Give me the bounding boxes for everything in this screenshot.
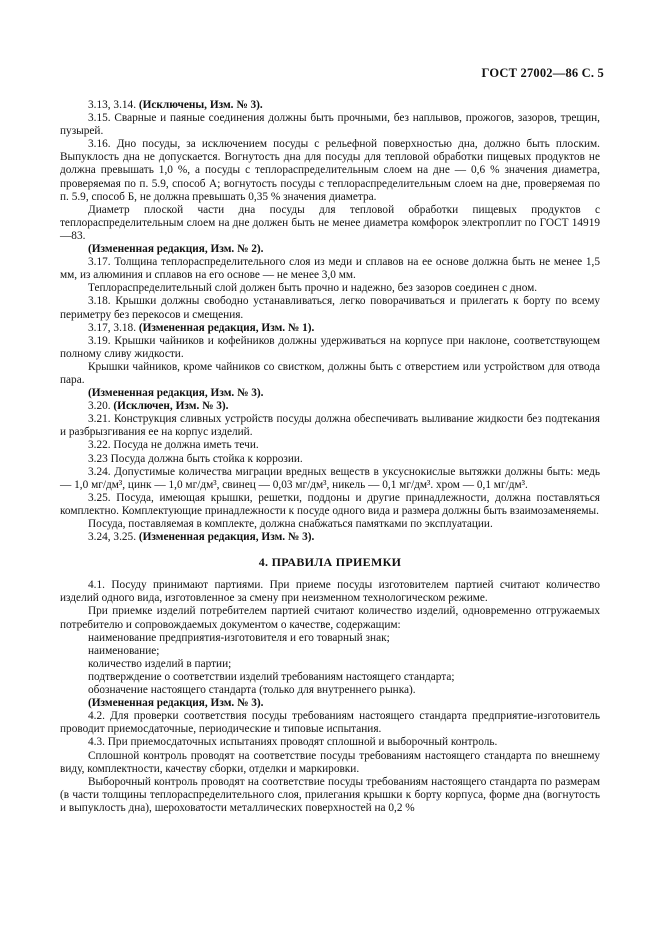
clause-number: 3.17, 3.18. xyxy=(88,321,137,334)
section-3-requirements xyxy=(60,99,600,544)
paragraph: Диаметр плоской части дна посуды для тепловой обработки пищевых продуктов с теплораспределительным слоем на дне должен быть не менее диаметра комфорок электроплит по ГОСТ 14919—83. xyxy=(60,203,600,242)
paragraph: Крышки чайников, кроме чайников со свистком, должны быть с отверстием или устройством для отвода пара. xyxy=(60,360,600,386)
paragraph: 3.23 Посуда должна быть стойка к коррозии. xyxy=(88,452,303,465)
paragraph: обозначение настоящего стандарта (только для внутреннего рынка). xyxy=(88,684,416,697)
amendment-note: (Измененная редакция, Изм. № 3). xyxy=(138,531,315,544)
paragraph xyxy=(60,400,600,413)
paragraph: 3.17. Толщина теплораспределительного слоя из меди и сплавов на ее основе должна быть не менее 1,5 мм, из алюминия и сплавов на его основе — не менее 3,0 мм. xyxy=(60,256,600,282)
amendment-note: (Измененная редакция, Изм. № 3). xyxy=(88,697,264,710)
paragraph: 4.3. При приемосдаточных испытаниях проводят сплошной и выборочный контроль. xyxy=(88,736,498,749)
amendment-note: (Исключены, Изм. № 3). xyxy=(138,99,263,111)
paragraph: 3.16. Дно посуды, за исключением посуды с рельефной поверхностью дна, должно быть плоским. Выпуклость дна не допускается. Вогнутость дна для посуды для тепловой обработки пищевых продуктов не должна превышать 1,0 %, а посуды с теплораспределительным слоем на дне — 0,6 % значения диаметра, проверяемая по п. 5.9, способ А; вогнутость посуды с теплораспределительным слоем на дне, проверяемая по п. 5.9, способ Б, не должна превышать 0,35 % значения диаметра. xyxy=(60,138,600,203)
section-4-acceptance xyxy=(60,579,600,815)
paragraph: Посуда, поставляемая в комплекте, должна снабжаться памятками по эксплуатации. xyxy=(88,518,493,530)
clause-number: 3.13, 3.14. xyxy=(88,99,137,111)
paragraph xyxy=(60,531,600,544)
paragraph: Теплораспределительный слой должен быть прочно и надежно, без зазоров соединен с дном. xyxy=(88,282,538,295)
section-title: 4. ПРАВИЛА ПРИЕМКИ xyxy=(258,555,402,570)
paragraph: 4.2. Для проверки соответствия посуды требованиям настоящего стандарта предприятие-изготовитель проводит приемосдаточные, периодические и типовые испытания. xyxy=(60,710,600,736)
paragraph: Выборочный контроль проводят на соответствие посуды требованиям настоящего стандарта по размерам (в части толщины теплораспределительного слоя, прилегания крышки к борту корпуса, форме дна (вогнутость и выпуклость дна), шероховатости металлических поверхностей на 0,2 % xyxy=(60,775,600,814)
document-body xyxy=(60,99,600,815)
paragraph: 3.25. Посуда, имеющая крышки, решетки, поддоны и другие принадлежности, должна поставляться комплектно. Комплектующие принадлежности к посуде одного вида и размера должны быть взаимозаменяемы. xyxy=(60,491,600,517)
paragraph: 3.19. Крышки чайников и кофейников должны удерживаться на корпусе при наклоне, соответствующем полному сливу жидкости. xyxy=(60,334,600,360)
paragraph: 3.21. Конструкция сливных устройств посуды должна обеспечивать выливание жидкости без подтекания и разбрызгивания ее на корпус изделий. xyxy=(60,413,600,439)
amendment-note: (Измененная редакция, Изм. № 2). xyxy=(88,243,264,256)
clause-number: 3.20. xyxy=(88,400,111,413)
paragraph: 3.18. Крышки должны свободно устанавливаться, легко поворачиваться и прилегать к борту по всему периметру без перекосов и смещения. xyxy=(60,295,600,321)
page-header: ГОСТ 27002—86 С. 5 xyxy=(481,66,604,80)
paragraph xyxy=(60,387,600,400)
paragraph: 3.15. Сварные и паяные соединения должны быть прочными, без наплывов, прожогов, зазоров, трещин, пузырей. xyxy=(60,112,600,138)
paragraph xyxy=(60,697,600,710)
paragraph xyxy=(60,322,600,335)
paragraph: 4.1. Посуду принимают партиями. При приеме посуды изготовителем партией считают количество изделий одного вида, изготовленное за смену при неизменном технологическом режиме. xyxy=(60,579,600,605)
paragraph: При приемке изделий потребителем партией считают количество изделий, одновременно отгружаемых потребителю и сопровождаемых документом о качестве, содержащим: xyxy=(60,605,600,631)
paragraph: количество изделий в партии; xyxy=(88,657,232,670)
amendment-note: (Исключен, Изм. № 3). xyxy=(113,400,229,413)
paragraph: 3.24. Допустимые количества миграции вредных веществ в уксуснокислые вытяжки должны быть: медь — 1,0 мг/дм³, цинк — 1,0 мг/дм³, свинец — 0,03 мг/дм³, никель — 0,1 мг/дм³. хром — 0,1 мг/дм³. xyxy=(60,465,600,491)
amendment-note: (Измененная редакция, Изм. № 1). xyxy=(138,321,315,334)
paragraph xyxy=(60,243,600,256)
paragraph xyxy=(60,99,600,112)
paragraph: 3.22. Посуда не должна иметь течи. xyxy=(88,439,259,452)
paragraph: Сплошной контроль проводят на соответствие посуды требованиям настоящего стандарта по внешнему виду, комплектности, качеству сборки, отделки и маркировки. xyxy=(60,749,600,775)
paragraph: наименование; xyxy=(88,644,160,657)
paragraph: наименование предприятия-изготовителя и его товарный знак; xyxy=(88,631,390,644)
clause-number: 3.24, 3.25. xyxy=(88,531,137,544)
paragraph: подтверждение о соответствии изделий требованиям настоящего стандарта; xyxy=(88,670,455,683)
amendment-note: (Измененная редакция, Изм. № 3). xyxy=(88,387,264,400)
